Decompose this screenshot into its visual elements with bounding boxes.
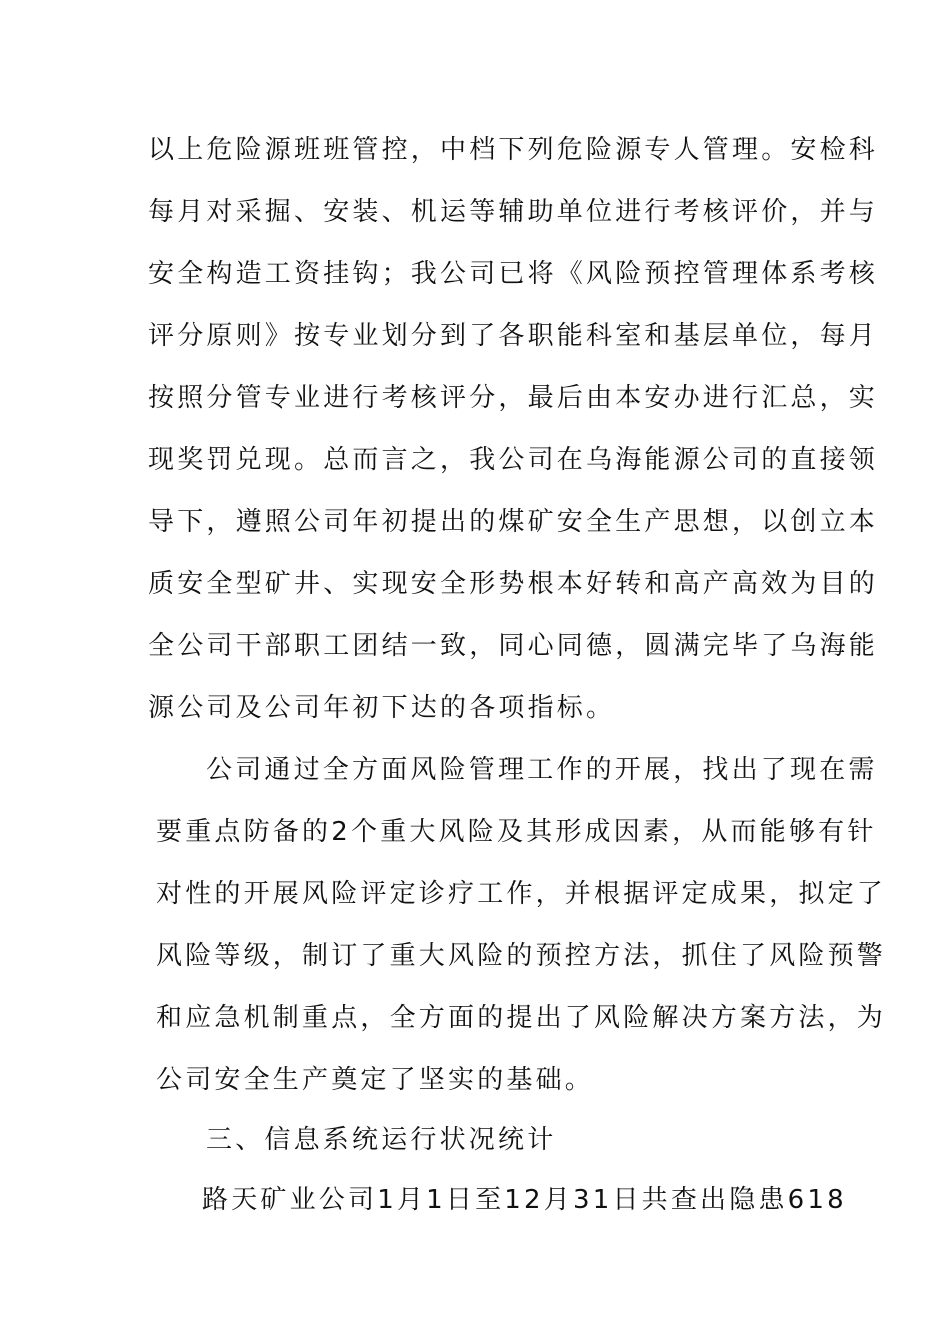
text-line: 和应急机制重点，全方面的提出了风险解决方案方法，为 [156,1003,887,1033]
text-line: 公司安全生产奠定了坚实的基础。 [156,1065,595,1095]
text-line: 对性的开展风险评定诊疗工作，并根据评定成果，拟定了 [156,879,887,909]
text-line: 路天矿业公司1月1日至12月31日共查出隐患618 [202,1185,847,1215]
text-line: 要重点防备的2个重大风险及其形成因素，从而能够有针 [156,817,877,847]
section-heading: 三、信息系统运行状况统计 [206,1125,557,1155]
text-line: 现奖罚兑现。总而言之，我公司在乌海能源公司的直接领 [148,445,879,475]
text-line: 风险等级，制订了重大风险的预控方法，抓住了风险预警 [156,941,887,971]
text-line: 以上危险源班班管控，中档下列危险源专人管理。安检科 [148,135,879,165]
text-line: 导下，遵照公司年初提出的煤矿安全生产思想，以创立本 [148,507,879,537]
text-line: 安全构造工资挂钩；我公司已将《风险预控管理体系考核 [148,259,879,289]
text-line: 公司通过全方面风险管理工作的开展，找出了现在需 [206,755,878,785]
text-line: 全公司干部职工团结一致，同心同德，圆满完毕了乌海能 [148,631,879,661]
text-line: 评分原则》按专业划分到了各职能科室和基层单位，每月 [148,321,879,351]
text-line: 源公司及公司年初下达的各项指标。 [148,693,616,723]
text-line: 每月对采掘、安装、机运等辅助单位进行考核评价，并与 [148,197,879,227]
text-line: 质安全型矿井、实现安全形势根本好转和高产高效为目的 [148,569,879,599]
text-line: 按照分管专业进行考核评分，最后由本安办进行汇总，实 [148,383,879,413]
